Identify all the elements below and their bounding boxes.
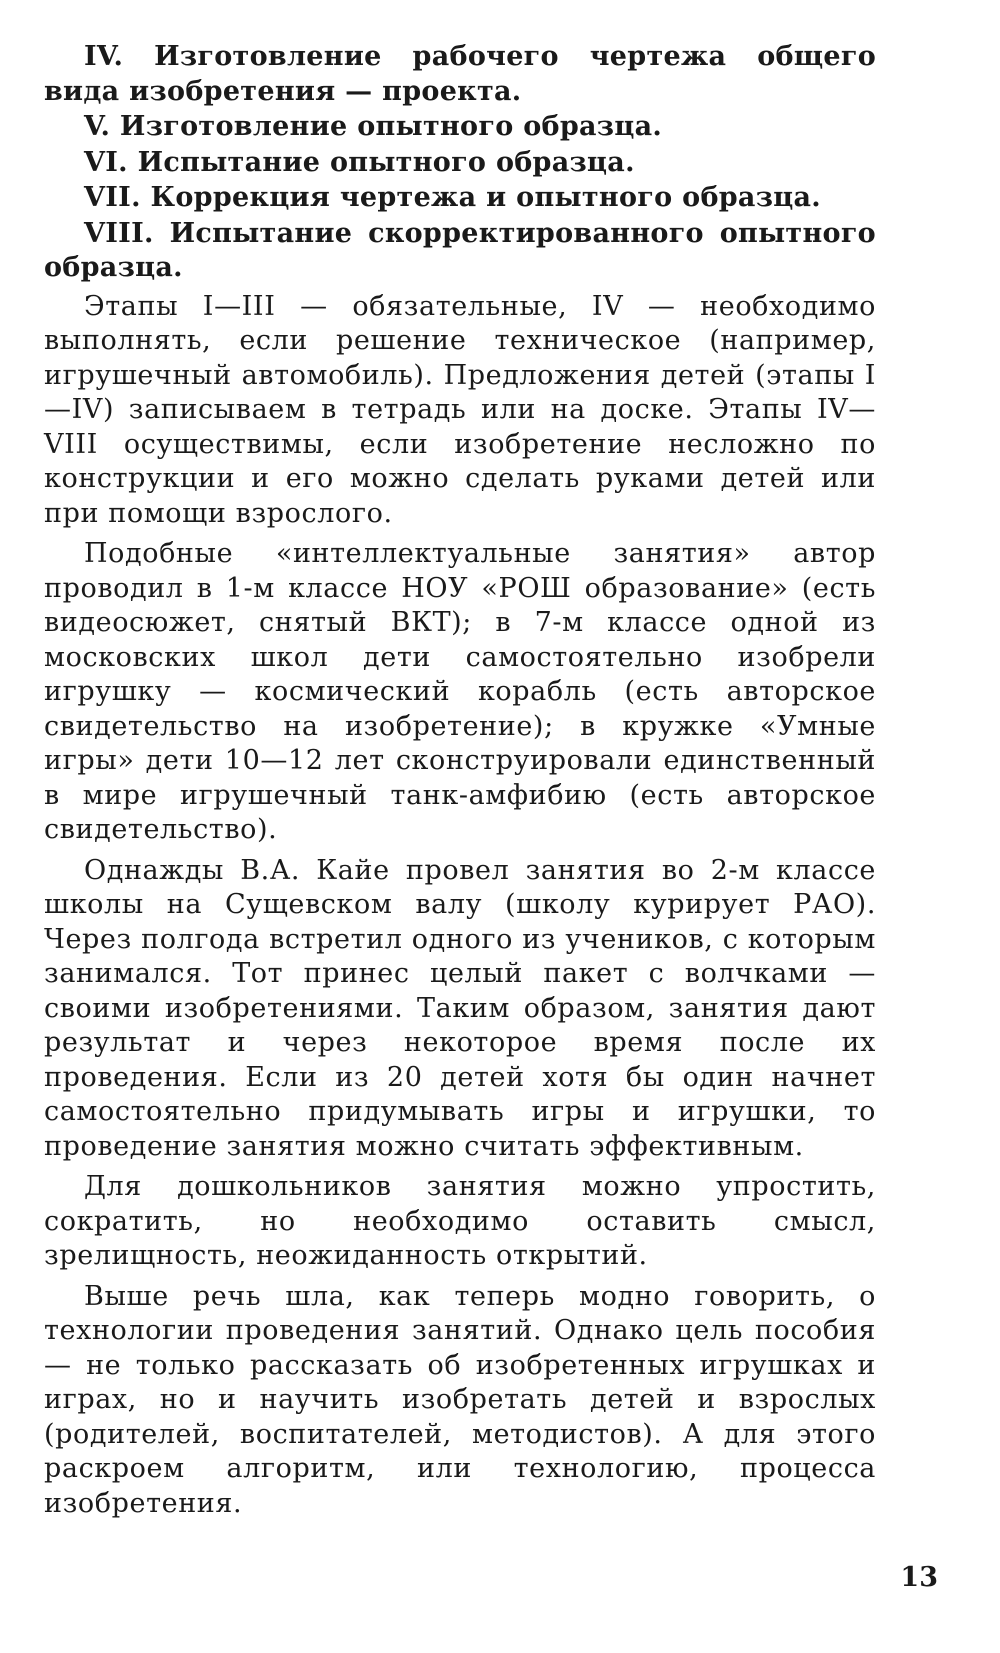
stage-iv: IV. Изготовление рабочего чертежа общего вида изобретения — проекта. <box>44 41 876 107</box>
paragraph-kaye-lesson: Однажды В.А. Кайе провел занятия во 2-м классе школы на Сущевском валу (школу курирует РАО). Через полгода встретил одного из учеников, с которым занимался. Тот принес целый пакет с волчками — своими изобретениями. Таким образом, занятия дают результат и через некоторое время после их проведения. Если из 20 детей хотя бы один начнет самостоятельно придумывать игры и игрушки, то проведение занятия можно считать эффективным. <box>44 854 876 1162</box>
stage-v: V. Изготовление опытного образца. <box>84 111 663 142</box>
stages-list <box>44 40 876 286</box>
page-number: 13 <box>900 1562 938 1593</box>
page-body <box>44 40 876 1521</box>
paragraph-stages-note: Этапы I—III — обязательные, IV — необходимо выполнять, если решение техническое (например, игрушечный автомобиль). Предложения детей (этапы I—IV) записываем в тетрадь или на доске. Этапы IV—VIII осуществимы, если изобретение несложно по конструкции и его можно сделать руками детей или при помощи взрослого. <box>44 290 876 529</box>
stage-viii: VIII. Испытание скорректированного опытного образца. <box>44 217 876 283</box>
stage-vi: VI. Испытание опытного образца. <box>84 146 635 178</box>
paragraph-algorithm: Выше речь шла, как теперь модно говорить, о технологии проведения занятий. Однако цель пособия — не только рассказать об изобретенных игрушках и играх, но и научить изобретать детей и взрослых (родителей, воспитателей, методистов). А для этого раскроем алгоритм, или технологию, процесса изобретения. <box>44 1280 876 1519</box>
paragraph-preschoolers: Для дошкольников занятия можно упростить, сократить, но необходимо оставить смысл, зрелищность, неожиданность открытий. <box>44 1171 876 1271</box>
stage-vii: VII. Коррекция чертежа и опытного образца. <box>84 182 821 213</box>
paragraph-intellectual-lessons: Подобные «интеллектуальные занятия» автор проводил в 1-м классе НОУ «РОШ образование» (есть видеосюжет, снятый ВКТ); в 7-м классе одной из московских школ дети самостоятельно изобрели игрушку — космический корабль (есть авторское свидетельство на изобретение); в кружке «Умные игры» дети 10—12 лет сконструировали единственный в мире игрушечный танк-амфибию (есть авторское свидетельство). <box>44 538 876 845</box>
